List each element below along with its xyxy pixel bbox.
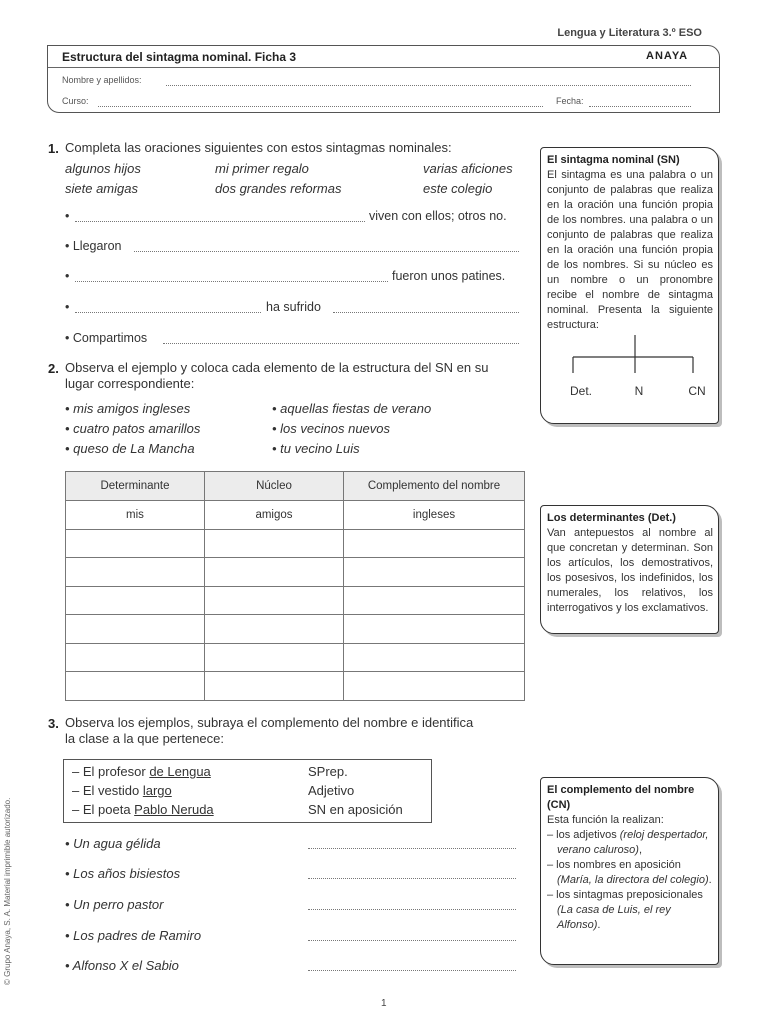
q1-answer-blank[interactable] bbox=[333, 312, 519, 313]
question-3-text: la clase a la que pertenece: bbox=[65, 731, 224, 746]
table-cell: amigos bbox=[205, 501, 344, 530]
copyright-notice: © Grupo Anaya, S. A. Material imprimible autorizado. bbox=[3, 797, 12, 985]
date-field[interactable] bbox=[589, 106, 691, 107]
name-field[interactable] bbox=[166, 85, 691, 86]
table-cell[interactable] bbox=[205, 558, 344, 587]
table-cell[interactable] bbox=[205, 615, 344, 644]
q2-item: • cuatro patos amarillos bbox=[65, 421, 201, 436]
table-cell[interactable] bbox=[344, 615, 525, 644]
course-label: Curso: bbox=[62, 96, 89, 106]
q1-option: mi primer regalo bbox=[215, 161, 309, 176]
q1-answer-blank[interactable] bbox=[75, 221, 365, 222]
q1-bullet: • bbox=[65, 209, 70, 223]
table-cell[interactable] bbox=[344, 672, 525, 701]
example-complement: largo bbox=[142, 783, 172, 798]
q1-answer-blank[interactable] bbox=[163, 343, 519, 344]
table-row bbox=[66, 643, 525, 672]
publisher-logo: ANAYA bbox=[646, 50, 689, 62]
table-header-row bbox=[66, 472, 525, 501]
table-cell[interactable] bbox=[66, 672, 205, 701]
course-field[interactable] bbox=[98, 106, 543, 107]
q2-item: • mis amigos ingleses bbox=[65, 401, 191, 416]
table-cell: mis bbox=[66, 501, 205, 530]
table-row bbox=[66, 615, 525, 644]
example-noun: – El poeta bbox=[72, 802, 135, 817]
sidebar-det-title: Los determinantes (Det.) bbox=[547, 512, 676, 524]
diagram-label-cn: CN bbox=[688, 384, 706, 398]
question-3-number: 3. bbox=[48, 716, 59, 731]
sidebar-sn-title: El sintagma nominal (SN) bbox=[547, 154, 680, 166]
table-cell[interactable] bbox=[66, 529, 205, 558]
worksheet-title: Estructura del sintagma nominal. Ficha 3 bbox=[62, 50, 297, 64]
table-header-determinante: Determinante bbox=[66, 472, 205, 501]
table-header-nucleo: Núcleo bbox=[205, 472, 344, 501]
name-label: Nombre y apellidos: bbox=[62, 75, 142, 85]
sidebar-cn-intro: Esta función la realizan: bbox=[547, 814, 664, 826]
q2-item: • tu vecino Luis bbox=[272, 441, 360, 456]
q2-item: • queso de La Mancha bbox=[65, 441, 195, 456]
q1-option: varias aficiones bbox=[423, 161, 513, 176]
list-item: – los sintagmas preposicionales (La casa de Luis, el rey Alfonso). bbox=[547, 889, 703, 931]
table-row-example bbox=[66, 501, 525, 530]
sidebar-box-det bbox=[540, 505, 719, 634]
table-cell[interactable] bbox=[205, 586, 344, 615]
q1-sentence-start: • Llegaron bbox=[65, 239, 122, 253]
example-type: Adjetivo bbox=[308, 783, 355, 798]
example-row bbox=[72, 783, 172, 798]
q1-sentence-end: fueron unos patines. bbox=[392, 269, 506, 283]
q3-item: • Un perro pastor bbox=[65, 897, 164, 912]
example-row bbox=[72, 802, 214, 817]
q1-option: este colegio bbox=[423, 181, 493, 196]
q1-option: algunos hijos bbox=[65, 161, 141, 176]
q3-item: • Alfonso X el Sabio bbox=[65, 958, 179, 973]
table-cell[interactable] bbox=[344, 529, 525, 558]
sidebar-cn-title: El complemento del nombre (CN) bbox=[547, 784, 695, 811]
table-row bbox=[66, 586, 525, 615]
table-cell[interactable] bbox=[66, 643, 205, 672]
example-noun: – El profesor bbox=[72, 764, 150, 779]
q3-answer-blank[interactable] bbox=[308, 970, 516, 971]
q3-answer-blank[interactable] bbox=[308, 909, 516, 910]
q3-item: • Los padres de Ramiro bbox=[65, 928, 202, 943]
question-2-text: Observa el ejemplo y coloca cada elemento de la estructura del SN en su bbox=[65, 360, 489, 375]
table-cell[interactable] bbox=[66, 558, 205, 587]
q3-item: • Un agua gélida bbox=[65, 836, 161, 851]
q1-answer-blank[interactable] bbox=[75, 312, 261, 313]
table-row bbox=[66, 558, 525, 587]
sidebar-det-body: Van antepuestos al nombre al que concretan y determinan. Son los artículos, los demostrativos, los posesivos, los indefinidos, los numerales, los relativos, los interrogativos y los exclamativos. bbox=[547, 527, 713, 614]
table-cell[interactable] bbox=[66, 615, 205, 644]
table-cell[interactable] bbox=[66, 586, 205, 615]
example-complement: de Lengua bbox=[149, 764, 211, 779]
q1-bullet: • bbox=[65, 269, 70, 283]
q1-option: dos grandes reformas bbox=[215, 181, 342, 196]
sidebar-box-sn bbox=[540, 147, 719, 424]
q1-sentence-end: viven con ellos; otros no. bbox=[369, 209, 507, 223]
q1-answer-blank[interactable] bbox=[75, 281, 388, 282]
subject-label: Lengua y Literatura 3.º ESO bbox=[557, 27, 702, 39]
q1-answer-blank[interactable] bbox=[134, 251, 519, 252]
q1-sentence-mid: ha sufrido bbox=[266, 300, 321, 314]
q2-item: • los vecinos nuevos bbox=[272, 421, 391, 436]
table-header-complemento: Complemento del nombre bbox=[344, 472, 525, 501]
q3-answer-blank[interactable] bbox=[308, 878, 516, 879]
sidebar-cn-list bbox=[547, 828, 713, 933]
sidebar-sn-body: El sintagma es una palabra o un conjunto de palabras que realiza en la oración una función propia de los nombres. una palabra o un conjunto de palabras que realiza en la oración una función propia de los nombres. Si su núcleo es un nombre o un pronombre recibe el nombre de sintagma nominal. Presenta la siguiente estructura: bbox=[547, 169, 713, 331]
table-row bbox=[66, 529, 525, 558]
table-cell[interactable] bbox=[205, 672, 344, 701]
question-3-text: Observa los ejemplos, subraya el complemento del nombre e identifica bbox=[65, 715, 474, 730]
example-complement: Pablo Neruda bbox=[134, 802, 214, 817]
question-2-text: lugar correspondiente: bbox=[65, 376, 195, 391]
question-1-text: Completa las oraciones siguientes con estos sintagmas nominales: bbox=[65, 140, 452, 155]
example-type: SN en aposición bbox=[308, 802, 403, 817]
q2-item: • aquellas fiestas de verano bbox=[272, 401, 432, 416]
table-cell[interactable] bbox=[344, 643, 525, 672]
diagram-label-n: N bbox=[634, 384, 644, 398]
example-row bbox=[72, 764, 211, 779]
q3-answer-blank[interactable] bbox=[308, 848, 516, 849]
example-type: SPrep. bbox=[308, 764, 348, 779]
table-cell[interactable] bbox=[344, 558, 525, 587]
table-cell[interactable] bbox=[344, 586, 525, 615]
q3-answer-blank[interactable] bbox=[308, 940, 516, 941]
question-1-number: 1. bbox=[48, 141, 59, 156]
list-item: – los nombres en aposición (María, la directora del colegio). bbox=[547, 859, 712, 886]
table-cell[interactable] bbox=[205, 529, 344, 558]
table-cell[interactable] bbox=[205, 643, 344, 672]
table-row bbox=[66, 672, 525, 701]
table-cell: ingleses bbox=[344, 501, 525, 530]
page-number: 1 bbox=[381, 998, 387, 1009]
sidebar-box-cn bbox=[540, 777, 719, 965]
q1-sentence-start: • Compartimos bbox=[65, 331, 148, 345]
diagram-label-det: Det. bbox=[569, 384, 593, 398]
list-item: – los adjetivos (reloj despertador, verano caluroso), bbox=[547, 829, 709, 856]
question-2-number: 2. bbox=[48, 361, 59, 376]
sn-structure-diagram bbox=[547, 335, 712, 405]
header-divider bbox=[48, 67, 719, 68]
example-noun: – El vestido bbox=[72, 783, 143, 798]
date-label: Fecha: bbox=[556, 96, 584, 106]
q1-option: siete amigas bbox=[65, 181, 138, 196]
sn-structure-table bbox=[65, 471, 525, 701]
q3-item: • Los años bisiestos bbox=[65, 866, 181, 881]
q1-bullet: • bbox=[65, 300, 70, 314]
